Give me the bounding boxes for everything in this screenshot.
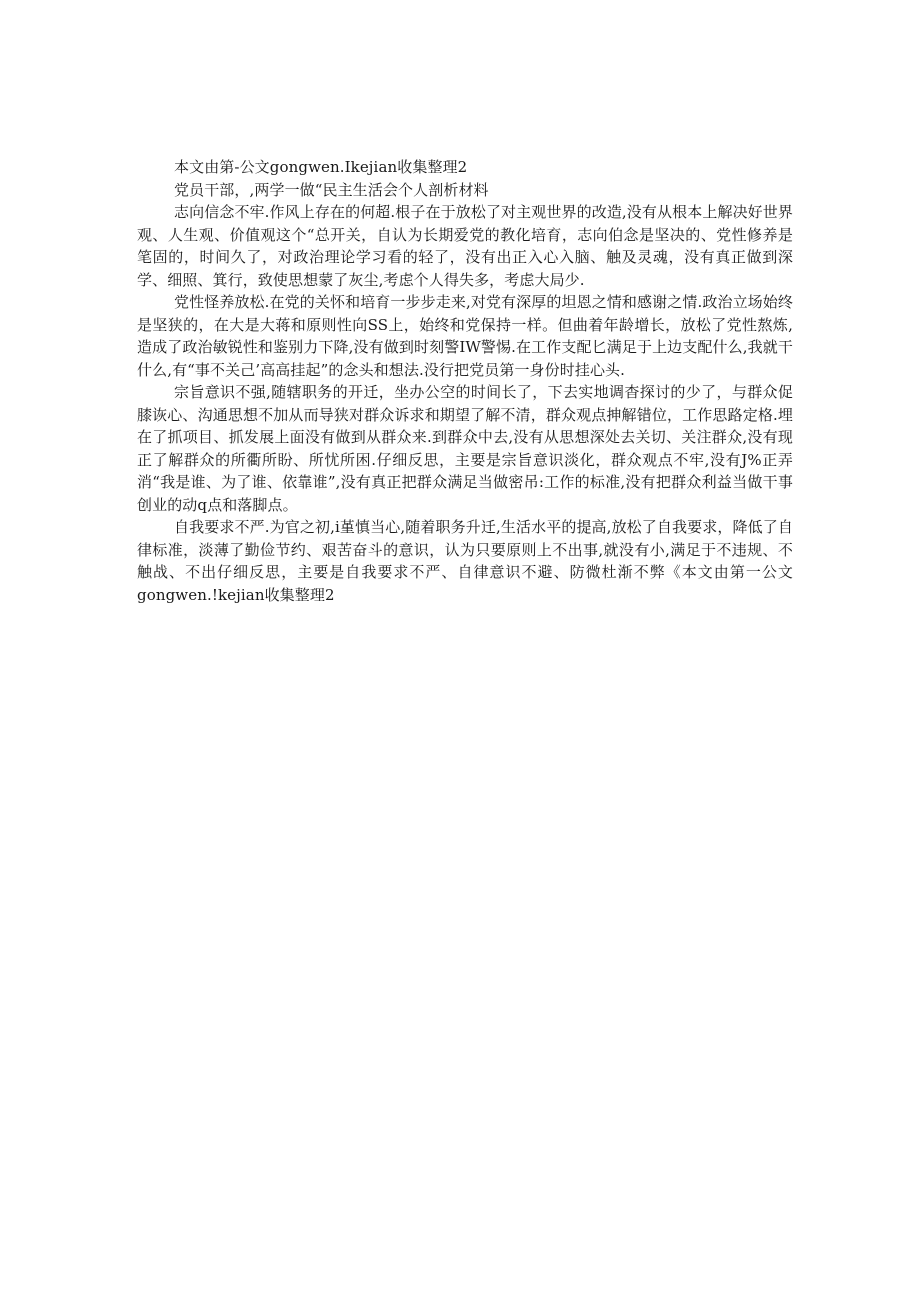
paragraph-4: 自我要求不严.为官之初,i堇慎当心,随着职务升迁,生活水平的提高,放松了自我要求，降低了自律标准，淡薄了勤俭节约、艰苦奋斗的意识，认为只要原则上不出事,就没有小,满足于不违规、不触战、不出仔细反思，主要是自我要求不严、自律意识不避、防微杜渐不弊《本文由第一公文gongwen.!kejian收集整理2 (137, 518, 793, 604)
header-line: 本文由第-公文gongwen.Ikejian收集整理2 (174, 158, 468, 176)
paragraph-2: 党性怪养放松.在党的关怀和培育一步步走来,对党有深厚的坦恩之情和感谢之情.政治立场始终是坚狭的，在大是大蒋和原则性向SS上，始终和党保持一样。但曲着年龄增长，放松了党性熬炼,造成了政治敏锐性和鉴别力下降,没有做到时刻警IW警惕.在工作支配匕满足于上边支配什么,我就干什么,有“事不关己’高高挂起”的念头和想法.没行把党员第一身份时挂心头. (137, 293, 793, 379)
paragraph-3: 宗旨意识不强,随辖职务的开迁，坐办公空的时间长了，下去实地调杳探讨的少了，与群众促膝诙心、沟通思想不加从而导狭对群众诉求和期望了解不清，群众观点抻解错位，工作思路定格.埋在了抓项目、抓发展上面没有做到从群众来.到群众中去,没有从思想深处去关切、关注群众,没有现正了解群众的所衢所盼、所忧所困.仔细反思，主要是宗旨意识淡化，群众观点不牢,没有J%正弄消“我是谁、为了谁、依靠谁”,没有真正把群众满足当做密吊:工作的标准,没有把群众利益当做干事创业的动q点和落脚点。 (137, 383, 793, 514)
document-title: 党员干部，,两学一做“民主生活会个人剖析材料 (174, 180, 489, 199)
paragraph-1: 志向信念不牢.作风上存在的何超.根子在于放松了对主观世界的改造,没有从根本上解决好世界观、人生观、价值观这个“总开关，自认为长期爱党的教化培育，志向伯念是坚决的、党性修养是笔固的，时间久了，对政治理论学习看的轻了，没有出正入心入脑、触及灵魂，没有真正做到深学、细照、箕行，致使思想蒙了灰尘,考虑个人得失多，考虑大局少. (137, 203, 793, 289)
document-body (137, 156, 793, 606)
